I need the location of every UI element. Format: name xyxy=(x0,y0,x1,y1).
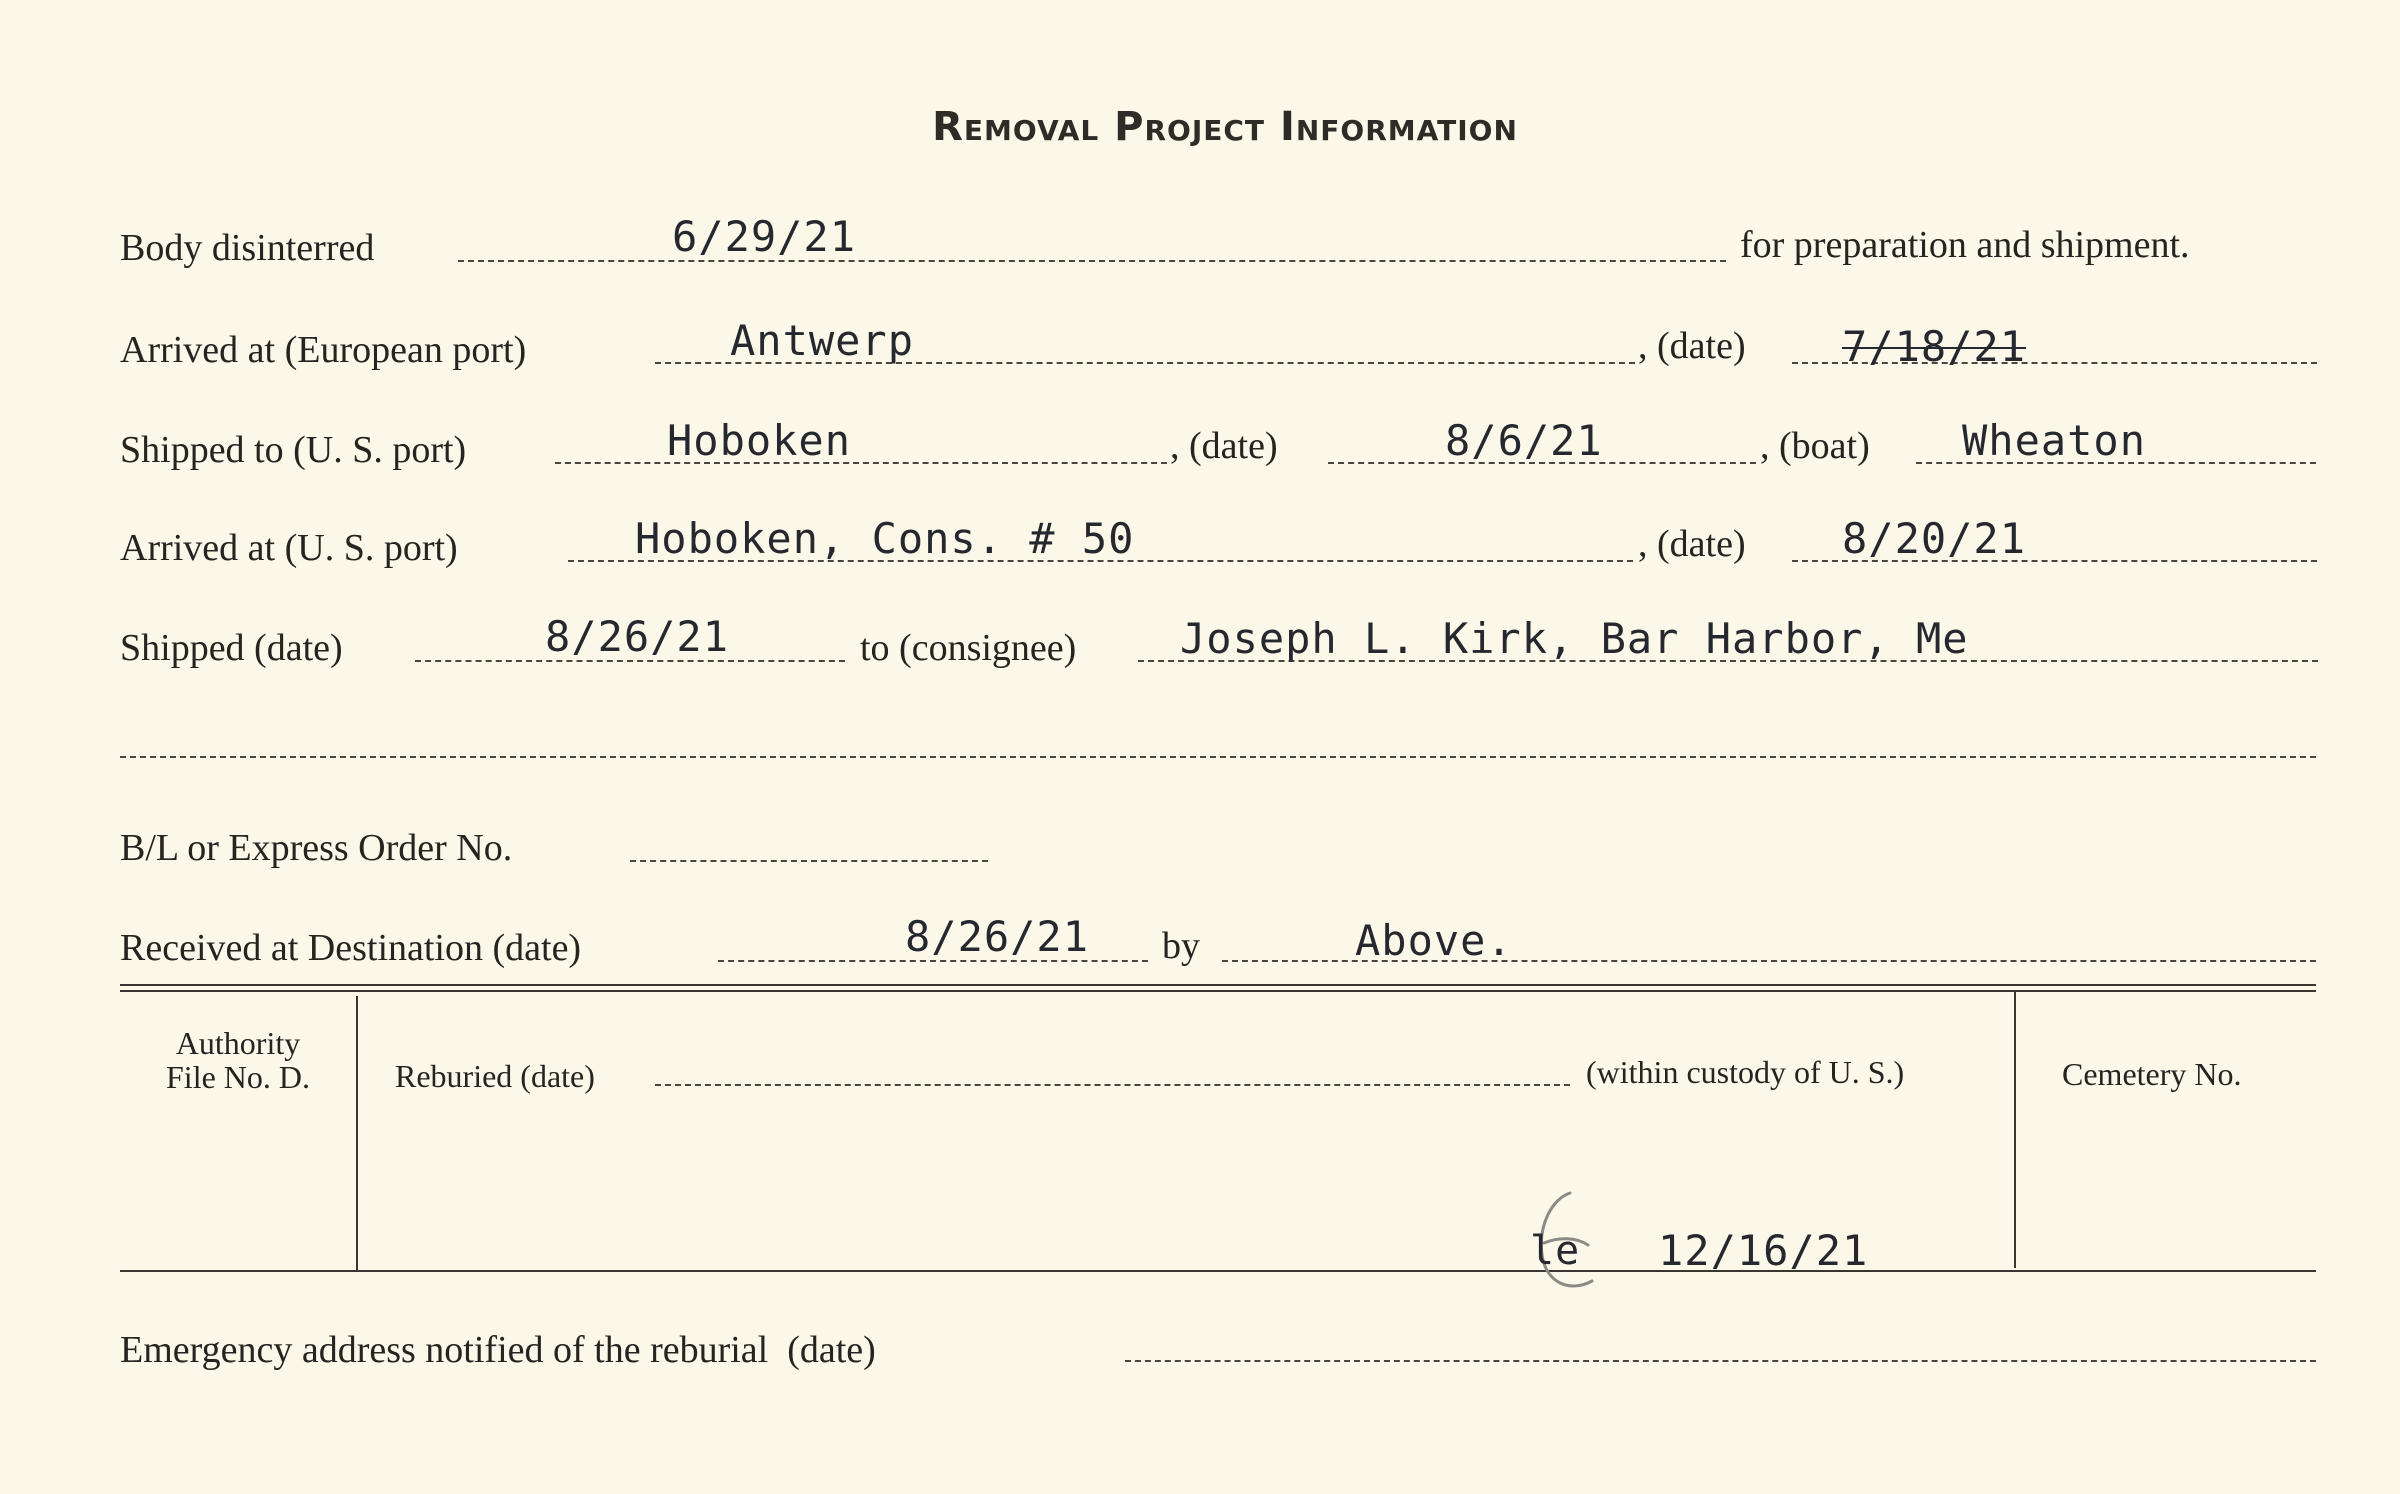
row-bl-order xyxy=(0,818,2400,878)
row-received xyxy=(0,912,2400,978)
row-arrived-us xyxy=(0,514,2400,578)
reburied-label: Reburied (date) xyxy=(395,1058,595,1094)
shipped-us-label: Shipped to (U. S. port) xyxy=(120,429,467,471)
shipped-us-boat-label: , (boat) xyxy=(1760,425,1870,467)
table-top-rule-2 xyxy=(120,990,2316,992)
arrived-european-port: Antwerp xyxy=(730,316,915,365)
reburied-dots xyxy=(655,1084,1570,1086)
card-title xyxy=(0,104,2400,150)
shipped-us-port-dots xyxy=(555,462,1167,464)
shipped-us-boat: Wheaton xyxy=(1962,416,2147,465)
consignee-label: to (consignee) xyxy=(860,627,1077,669)
received-by-label: by xyxy=(1162,925,1200,967)
cemetery-label: Cemetery No. xyxy=(2062,1056,2242,1092)
card-title-text: Removal Project Information xyxy=(932,104,1518,150)
custody-label: (within custody of U. S.) xyxy=(1586,1054,1905,1090)
shipped-us-date-label: , (date) xyxy=(1170,425,1278,467)
authority-line1: Authority xyxy=(175,1025,301,1061)
blank-continuation-line xyxy=(120,756,2316,758)
row-shipped-consignee xyxy=(0,612,2400,678)
table-bottom-rule xyxy=(120,1270,2316,1272)
arrived-european-date-label: , (date) xyxy=(1638,325,1746,367)
shipped-date: 8/26/21 xyxy=(545,612,730,661)
body-disinterred-date: 6/29/21 xyxy=(672,212,857,261)
arrived-european-date: 7/18/21 xyxy=(1842,322,2027,371)
bl-order-label: B/L or Express Order No. xyxy=(120,827,513,869)
row-arrived-european xyxy=(0,316,2400,380)
body-disinterred-label: Body disinterred xyxy=(120,227,375,269)
emergency-dots xyxy=(1125,1360,2316,1362)
arrived-us-port: Hoboken, Cons. # 50 xyxy=(635,514,1135,563)
arrived-us-date-label: , (date) xyxy=(1638,523,1746,565)
note-code: le xyxy=(1530,1228,1581,1274)
received-date: 8/26/21 xyxy=(905,912,1090,961)
shipped-us-port: Hoboken xyxy=(667,416,852,465)
emergency-label: Emergency address notified of the reburial (date) xyxy=(120,1329,876,1371)
arrived-us-label: Arrived at (U. S. port) xyxy=(120,527,458,569)
authority-line2: File No. D. xyxy=(166,1059,310,1095)
body-disinterred-dots xyxy=(458,260,1726,262)
note-date: 12/16/21 xyxy=(1658,1226,1869,1275)
authority-label xyxy=(120,1026,356,1094)
body-disinterred-suffix: for preparation and shipment. xyxy=(1740,224,2190,266)
arrived-european-label: Arrived at (European port) xyxy=(120,329,527,371)
table-divider-left xyxy=(356,996,358,1270)
received-label: Received at Destination (date) xyxy=(120,927,582,969)
consignee: Joseph L. Kirk, Bar Harbor, Me xyxy=(1180,614,1969,663)
received-by: Above. xyxy=(1355,916,1513,965)
row-shipped-us xyxy=(0,416,2400,480)
row-body-disinterred xyxy=(0,212,2400,278)
arrived-us-date: 8/20/21 xyxy=(1842,514,2027,563)
table-top-rule xyxy=(120,984,2316,986)
shipped-date-label: Shipped (date) xyxy=(120,627,343,669)
table-divider-right xyxy=(2014,992,2016,1268)
row-emergency xyxy=(0,1320,2400,1380)
shipped-us-date: 8/6/21 xyxy=(1445,416,1603,465)
bl-order-dots xyxy=(630,860,988,862)
